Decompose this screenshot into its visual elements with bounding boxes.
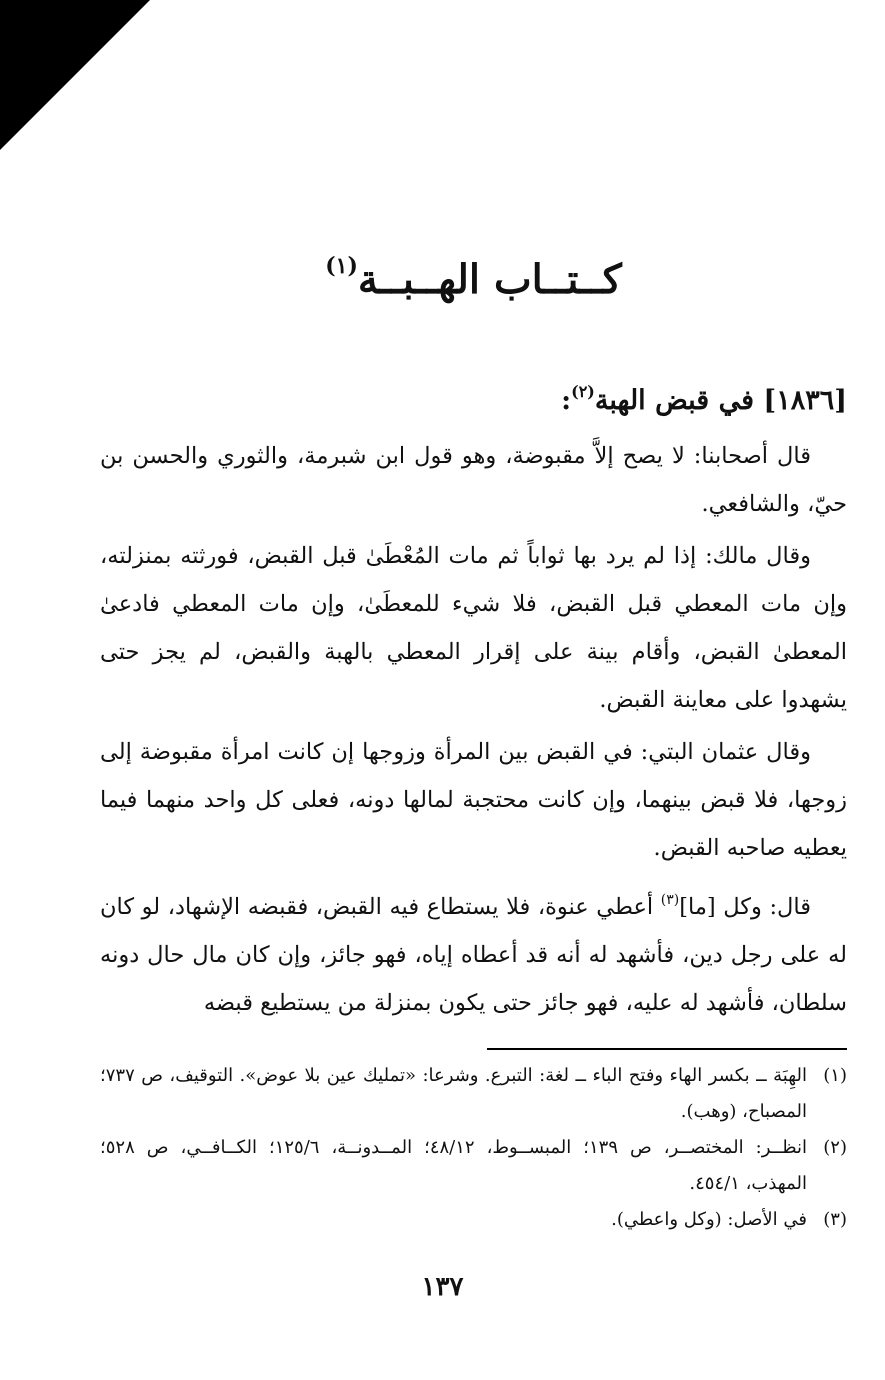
section-heading	[100, 370, 847, 423]
heading-suffix: :	[561, 385, 572, 416]
book-title-text: كــتــاب الهــبــة	[357, 256, 622, 303]
paragraph: قال أصحابنا: لا يصح إلاَّ مقبوضة، وهو قول ابن شبرمة، والثوري والحسن بن حيّ، والشافعي.	[100, 443, 847, 517]
footnote-number: (١)	[823, 1065, 847, 1086]
paragraph-start: قال: وكل [ما]	[679, 894, 811, 920]
footnote	[100, 1130, 847, 1202]
footnote	[100, 1058, 847, 1130]
body-text	[100, 432, 847, 1031]
paragraph: وقال عثمان البتي: في القبض بين المرأة وزوجها إن كانت امرأة مقبوضة إلى زوجها، فلا قبض بينهما، وإن كانت محتجبة لمالها دونه، فعلى كل واحد منهما فيما يعطيه صاحبه القبض.	[100, 739, 847, 861]
section-number: [١٨٣٦]	[763, 385, 847, 416]
footnote-number: (٣)	[823, 1209, 847, 1230]
footnote	[100, 1202, 847, 1238]
title-footnote-marker: (١)	[325, 253, 358, 279]
paragraph: وقال مالك: إذا لم يرد بها ثواباً ثم مات المُعْطَىٰ قبل القبض، فورثته بمنزلته، وإن مات المعطي قبل القبض، فلا شيء للمعطَىٰ، وإن مات المعطي فادعىٰ المعطىٰ القبض، وأقام بينة على إقرار المعطي بالهبة والقبض، لم يجز حتى يشهدوا على معاينة القبض.	[100, 543, 847, 713]
page-number: ١٣٧	[421, 1272, 464, 1302]
heading-footnote-marker: (٢)	[571, 382, 595, 401]
footnote-text: انظــر: المختصــر، ص ١٣٩؛ المبســوط، ٤٨/١٢؛ المــدونــة، ١٢٥/٦؛ الكــافــي، ص ٥٢٨؛ المهذب، ٤٥٤/١.	[100, 1137, 807, 1194]
book-title	[100, 238, 847, 308]
black-corner-triangle	[0, 0, 150, 150]
section-heading-text: في قبض الهبة	[594, 385, 755, 416]
footnote-number: (٢)	[823, 1137, 847, 1158]
footnote-text: الهِبَة ــ بكسر الهاء وفتح الباء ــ لغة: التبرع. وشرعا: «تمليك عين بلا عوض». التوقيف، ص ٧٣٧؛ المصباح، (وهب).	[100, 1065, 807, 1122]
paragraph-rest: أعطي عنوة، فلا يستطاع فيه القبض، فقبضه الإشهاد، لو كان له على رجل دين، فأشهد له أنه قد أعطاه إياه، فهو جائز، وإن كان مال حال دونه سلطان، فأشهد له عليه، فهو جائز حتى يكون بمنزلة من يستطيع قبضه	[100, 894, 847, 1016]
footnote-text: في الأصل: (وكل واعطي).	[611, 1209, 807, 1230]
paragraph-footnote-marker: (٣)	[660, 892, 680, 908]
paragraph	[100, 876, 847, 1027]
footnotes	[100, 1058, 847, 1238]
footnote-divider	[487, 1048, 847, 1050]
